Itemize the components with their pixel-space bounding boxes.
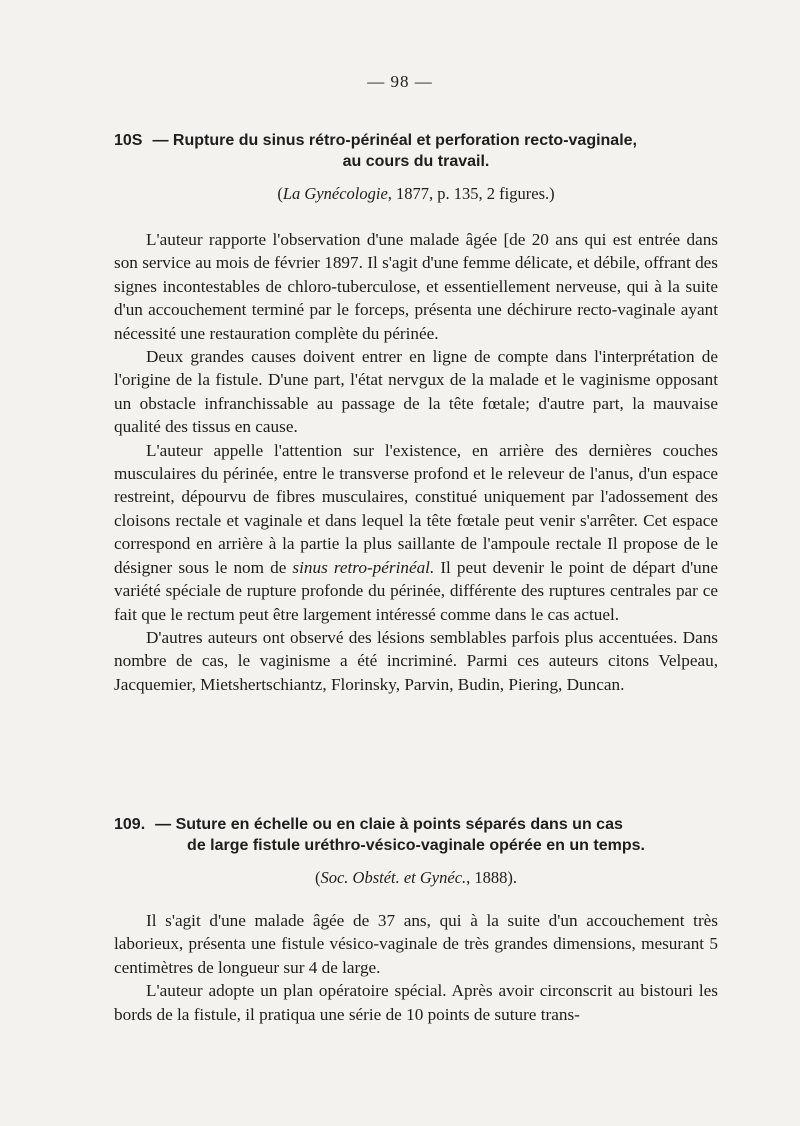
- article-title-line2: au cours du travail.: [342, 153, 490, 170]
- article-title-line1: — Rupture du sinus rétro-périnéal et perforation recto-vaginale,: [152, 132, 637, 149]
- paragraph: Il s'agit d'une malade âgée de 37 ans, qui à la suite d'un accouchement très laborieux, présenta une fistule vésico-vaginale de très grandes dimensions, mesurant 5 centimètres de longueur sur 4 de large.: [114, 911, 718, 977]
- source-journal: Soc. Obstét. et Gynéc.: [320, 868, 467, 887]
- article-heading: [114, 814, 718, 856]
- article-source: [114, 184, 718, 204]
- source-open: (: [314, 868, 321, 887]
- paragraph: [114, 439, 718, 626]
- article-108: [114, 130, 718, 696]
- source-journal: La Gynécologie: [282, 184, 388, 203]
- article-body: [114, 909, 718, 1026]
- paragraph: L'auteur rapporte l'observation d'une malade âgée [de 20 ans qui est entrée dans son service au mois de février 1897. Il s'agit d'une femme délicate, et débile, offrant des signes incontestables de chloro-tuberculose, et essentiellement nerveuse, qui à la suite d'un accouchement terminé par le forceps, présenta une déchirure recto-vaginale ayant nécessité une restauration complète du périnée.: [114, 230, 718, 343]
- page-number: — 98 —: [367, 72, 433, 91]
- paragraph: L'auteur adopte un plan opératoire spécial. Après avoir circonscrit au bistouri les bords de la fistule, il pratiqua une série de 10 points de suture trans-: [114, 981, 718, 1024]
- source-details: , 1877, p. 135, 2 figures.): [387, 184, 555, 203]
- source-open: (: [277, 184, 283, 203]
- article-body: [114, 228, 718, 696]
- article-title-line1: — Suture en échelle ou en claie à points séparés dans un cas: [155, 816, 623, 833]
- article-number: 109.: [114, 816, 146, 833]
- paragraph-text: L'auteur appelle l'attention sur l'existence, en arrière des dernières couches musculaires du périnée, entre le transverse profond et le releveur de l'anus, d'un espace restreint, dépourvu de fibres musculaires, constitué uniquement par l'adossement des cloisons rectale et vaginale et dans lequel la tête fœtale peut venir s'arrêter. Cet espace correspond en arrière à la partie la plus saillante de l'ampoule rectale Il propose de le désigner sous le nom de: [114, 440, 718, 577]
- paragraph: D'autres auteurs ont observé des lésions semblables parfois plus accentuées. Dans nombre de cas, le vaginisme a été incriminé. Parmi ces auteurs citons Velpeau, Jacquemier, Mietshertschiantz, Florinsky, Parvin, Budin, Piering, Duncan.: [114, 627, 718, 694]
- paragraph-text: Il peut devenir le point de départ d'une variété spéciale de rupture profonde du périnée, différente des ruptures centrales par ce fait que le rectum peut être largement intéressé comme dans le cas actuel.: [114, 557, 718, 624]
- article-source: [114, 868, 718, 888]
- source-details: , 1888).: [466, 868, 518, 887]
- article-heading: [114, 130, 718, 172]
- article-title-line2: de large fistule uréthro-vésico-vaginale opérée en un temps.: [187, 837, 645, 854]
- paragraph: Deux grandes causes doivent entrer en ligne de compte dans l'interprétation de l'origine de la fistule. D'une part, l'état nervgux de la malade et le vaginisme opposant un obstacle infranchissable au passage de la tête fœtale; d'autre part, la mauvaise qualité des tissus en cause.: [114, 347, 718, 437]
- article-109: [114, 814, 718, 1026]
- italic-term: sinus retro-périnéal.: [292, 557, 435, 577]
- article-number: 10S: [114, 132, 143, 149]
